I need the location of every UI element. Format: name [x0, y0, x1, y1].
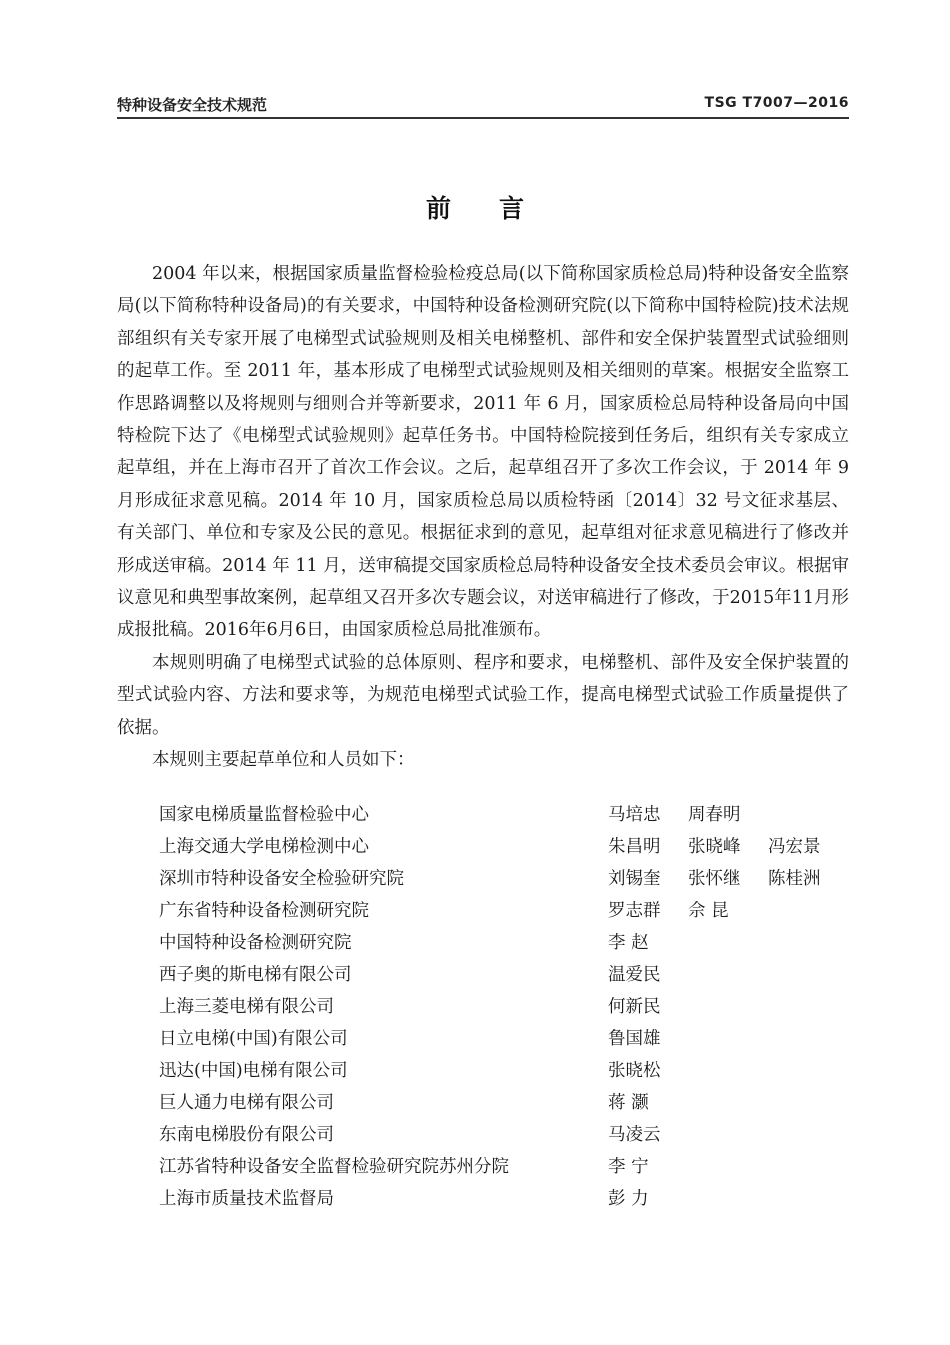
- drafter-names: [608, 863, 848, 895]
- drafter-row: [159, 991, 849, 1023]
- drafter-row: [159, 959, 849, 991]
- drafter-organization: 东南电梯股份有限公司: [159, 1125, 334, 1145]
- drafter-person: 马凌云: [608, 1125, 661, 1145]
- header-series-title: 特种设备安全技术规范: [117, 96, 268, 114]
- drafter-person: 冯宏景: [768, 837, 821, 857]
- drafter-row: [159, 799, 849, 831]
- drafter-names: [608, 895, 768, 927]
- drafter-organization: 迅达(中国)电梯有限公司: [159, 1061, 348, 1081]
- header-rule: [117, 117, 849, 119]
- drafter-person: 罗志群: [608, 901, 661, 921]
- paragraph-history: 2004 年以来，根据国家质量监督检验检疫总局(以下简称国家质检总局)特种设备安全监察局(以下简称特种设备局)的有关要求，中国特种设备检测研究院(以下简称中国特检院)技术法规部组织有关专家开展了电梯型式试验规则及相关电梯整机、部件和安全保护装置型式试验细则的起草工作。至 2011 年，基本形成了电梯型式试验规则及相关细则的草案。根据安全监察工作思路调整以及将规则与细则合并等新要求，2011 年 6 月，国家质检总局特种设备局向中国特检院下达了《电梯型式试验规则》起草任务书。中国特检院接到任务后，组织有关专家成立起草组，并在上海市召开了首次工作会议。之后，起草组召开了多次工作会议，于 2014 年 9 月形成征求意见稿。2014 年 10 月，国家质检总局以质检特函〔2014〕32 号文征求基层、有关部门、单位和专家及公民的意见。根据征求到的意见，起草组对征求意见稿进行了修改并形成送审稿。2014 年 11 月，送审稿提交国家质检总局特种设备安全技术委员会审议。根据审议意见和典型事故案例，起草组又召开多次专题会议，对送审稿进行了修改，于2015年11月形成报批稿。2016年6月6日，由国家质检总局批准颁布。: [117, 264, 849, 641]
- drafter-names: [608, 927, 688, 959]
- drafter-person: 马培忠: [608, 805, 661, 825]
- drafter-person: 佘 昆: [688, 901, 729, 921]
- drafter-person: 刘锡奎: [608, 869, 661, 889]
- drafter-names: [608, 991, 688, 1023]
- drafter-row: [159, 1183, 849, 1215]
- drafter-organization: 深圳市特种设备安全检验研究院: [159, 869, 404, 889]
- drafter-row: [159, 1023, 849, 1055]
- drafter-row: [159, 1151, 849, 1183]
- drafter-names: [608, 831, 848, 863]
- drafters-list: [159, 799, 849, 1215]
- drafter-person: 彭 力: [608, 1189, 649, 1209]
- drafter-person: 张怀继: [688, 869, 741, 889]
- drafter-names: [608, 1023, 688, 1055]
- header-standard-number: TSG T7007—2016: [704, 95, 849, 111]
- drafter-row: [159, 1119, 849, 1151]
- drafter-person: 何新民: [608, 997, 661, 1017]
- drafter-person: 陈桂洲: [768, 869, 821, 889]
- drafter-person: 张晓峰: [688, 837, 741, 857]
- drafter-person: 温爱民: [608, 965, 661, 985]
- drafter-row: [159, 895, 849, 927]
- paragraph-scope: 本规则明确了电梯型式试验的总体原则、程序和要求，电梯整机、部件及安全保护装置的型式试验内容、方法和要求等，为规范电梯型式试验工作，提高电梯型式试验工作质量提供了依据。: [117, 652, 849, 738]
- drafter-person: 朱昌明: [608, 837, 661, 857]
- drafter-organization: 巨人通力电梯有限公司: [159, 1093, 334, 1113]
- drafter-names: [608, 1119, 688, 1151]
- drafter-row: [159, 1055, 849, 1087]
- drafter-organization: 日立电梯(中国)有限公司: [159, 1029, 348, 1049]
- drafter-row: [159, 1087, 849, 1119]
- drafter-organization: 江苏省特种设备安全监督检验研究院苏州分院: [159, 1157, 509, 1177]
- running-header: [117, 92, 849, 116]
- drafter-person: 鲁国雄: [608, 1029, 661, 1049]
- drafter-row: [159, 831, 849, 863]
- drafter-row: [159, 863, 849, 895]
- drafter-names: [608, 1183, 688, 1215]
- drafter-person: 张晓松: [608, 1061, 661, 1081]
- drafter-organization: 上海三菱电梯有限公司: [159, 997, 334, 1017]
- drafter-names: [608, 1087, 688, 1119]
- drafter-organization: 上海市质量技术监督局: [159, 1189, 334, 1209]
- drafter-names: [608, 799, 768, 831]
- drafter-names: [608, 959, 688, 991]
- drafter-names: [608, 1055, 688, 1087]
- drafter-organization: 广东省特种设备检测研究院: [159, 901, 369, 921]
- page-title: 前言: [425, 194, 572, 223]
- paragraph-drafters-intro: 本规则主要起草单位和人员如下：: [152, 750, 415, 771]
- drafter-organization: 中国特种设备检测研究院: [159, 933, 352, 953]
- drafter-organization: 上海交通大学电梯检测中心: [159, 837, 369, 857]
- drafter-row: [159, 927, 849, 959]
- drafter-person: 李 宁: [608, 1157, 649, 1177]
- drafter-organization: 国家电梯质量监督检验中心: [159, 805, 369, 825]
- drafter-organization: 西子奥的斯电梯有限公司: [159, 965, 352, 985]
- drafter-names: [608, 1151, 688, 1183]
- drafter-person: 蒋 灏: [608, 1093, 649, 1113]
- preface-body: [117, 258, 849, 777]
- drafter-person: 李 赵: [608, 933, 649, 953]
- drafter-person: 周春明: [688, 805, 741, 825]
